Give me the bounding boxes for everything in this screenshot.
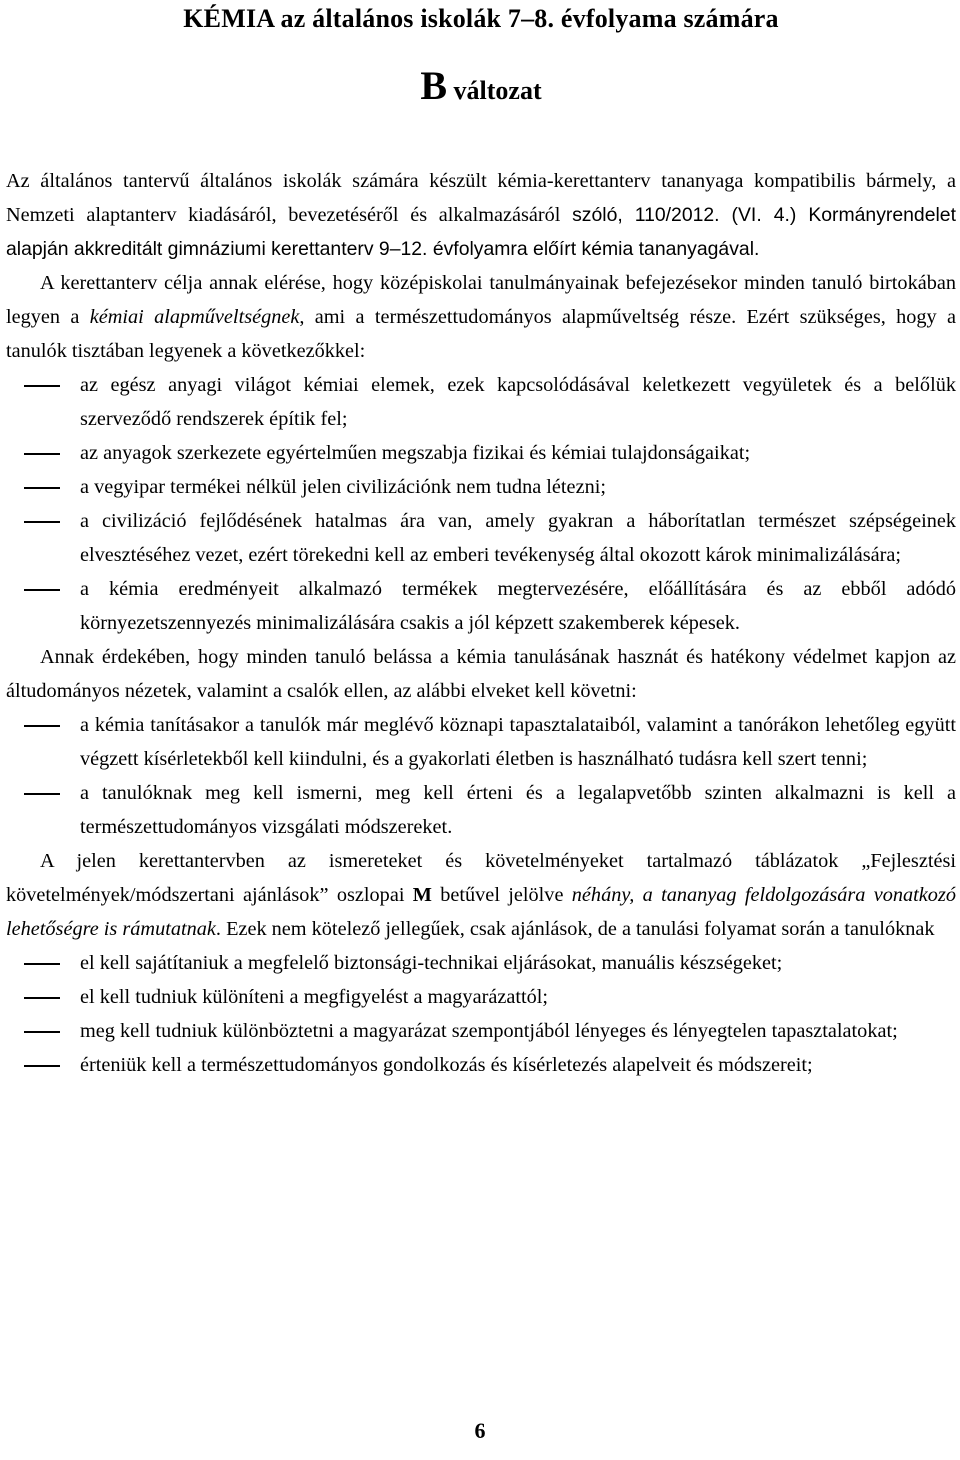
list-item bbox=[6, 470, 956, 504]
intro-text: Az általános tantervű általános iskolák számára készült kémia-kerettanterv tananyaga kompatibilis bármely, a Nemzeti alaptanterv kiadásáról, bevezetéséről és alkalmazásáról bbox=[6, 170, 956, 226]
goal-text-3: Ezért szükséges, hogy a tanulók tisztában legyenek a következőkkel: bbox=[6, 306, 956, 362]
list-item bbox=[6, 776, 956, 844]
list-item bbox=[6, 504, 956, 572]
dash-bullet bbox=[24, 1031, 60, 1033]
list-item-text: érteniük kell a természettudományos gondolkozás és kísérletezés alapelveit és módszereit; bbox=[80, 1054, 813, 1076]
principles-paragraph: Annak érdekében, hogy minden tanuló belássa a kémia tanulásának hasznát és hatékony védelmet kapjon az áltudományos nézetek, valamint a csalók ellen, az alábbi elveket kell követni: bbox=[6, 646, 956, 702]
list-item-text: el kell tudniuk különíteni a megfigyelést a magyarázattól; bbox=[80, 986, 549, 1008]
recommendations-bold: M bbox=[412, 884, 432, 906]
recommendations-paragraph bbox=[6, 844, 956, 946]
list-item-text: meg kell tudniuk különböztetni a magyarázat szempontjából lényeges és lényegtelen tapasztalatokat; bbox=[80, 1020, 898, 1042]
dash-bullet bbox=[24, 725, 60, 727]
principles-list bbox=[6, 708, 956, 844]
intro-text-sans: szóló, 110/2012. (VI. 4.) Kormányrendelet alapján akkreditált gimnáziumi kerettanterv 9–12. évfolyamra előírt kémia tananyagával. bbox=[6, 204, 956, 260]
page-number: 6 bbox=[474, 1418, 486, 1443]
dash-bullet bbox=[24, 793, 60, 795]
list-item bbox=[6, 1014, 956, 1048]
list-item bbox=[6, 572, 956, 640]
goal-text: A kerettanterv célja annak elérése, hogy középiskolai tanulmányainak befejezésekor minden tanuló birtokában legyen a bbox=[6, 272, 956, 328]
list-item-text: a tanulóknak meg kell ismerni, meg kell érteni és a legalapvetőbb szinten alkalmazni is kell a természettudományos vizsgálati módszereket. bbox=[80, 782, 956, 838]
list-item bbox=[6, 980, 956, 1014]
list-item bbox=[6, 1048, 956, 1082]
list-item-text: a kémia eredményeit alkalmazó termékek megtervezésére, előállítására és az ebből adódó környezetszennyezés minimalizálására csakis a jól képzett szakemberek képesek. bbox=[80, 578, 956, 634]
list-item-text: az anyagok szerkezete egyértelműen megszabja fizikai és kémiai tulajdonságaikat; bbox=[80, 442, 751, 464]
dash-bullet bbox=[24, 1065, 60, 1067]
list-item bbox=[6, 368, 956, 436]
dash-bullet bbox=[24, 589, 60, 591]
list-item bbox=[6, 436, 956, 470]
recommendations-text-3: . Ezek nem kötelező jellegűek, csak ajánlások, de a tanulási folyamat során a tanulóknak bbox=[215, 918, 935, 940]
dash-bullet bbox=[24, 963, 60, 965]
document-title: KÉMIA az általános iskolák 7–8. évfolyama számára bbox=[183, 4, 779, 33]
document-body bbox=[6, 164, 956, 1082]
list-item bbox=[6, 708, 956, 776]
dash-bullet bbox=[24, 453, 60, 455]
recommendations-text-2: betűvel jelölve bbox=[431, 884, 572, 906]
goal-italic: kémiai alapműveltségnek bbox=[89, 306, 300, 328]
list-item-text: a vegyipar termékei nélkül jelen civilizációnk nem tudna létezni; bbox=[80, 476, 606, 498]
subtitle-letter: B bbox=[420, 63, 448, 108]
dash-bullet bbox=[24, 385, 60, 387]
list-item bbox=[6, 946, 956, 980]
subtitle-text: változat bbox=[453, 76, 542, 105]
skills-list bbox=[6, 946, 956, 1082]
list-item-text: a kémia tanításakor a tanulók már meglévő köznapi tapasztalataiból, valamint a tanórákon lehetőleg együtt végzett kísérletekből kell kiindulni, és a gyakorlati életben is használható tudásra kell szert tenni; bbox=[80, 714, 956, 770]
list-item-text: a civilizáció fejlődésének hatalmas ára van, amely gyakran a háborítatlan természet szépségeinek elvesztéséhez vezet, ezért törekedni kell az emberi tevékenység által okozott károk minimalizálására; bbox=[80, 510, 956, 566]
goal-text-2: , ami a természettudományos alapműveltség része. bbox=[299, 306, 737, 328]
intro-paragraph bbox=[6, 164, 956, 266]
knowledge-list bbox=[6, 368, 956, 640]
dash-bullet bbox=[24, 997, 60, 999]
list-item-text: el kell sajátítaniuk a megfelelő biztonsági-technikai eljárásokat, manuális készségeket; bbox=[80, 952, 783, 974]
list-item-text: az egész anyagi világot kémiai elemek, ezek kapcsolódásával keletkezett vegyületek és a belőlük szerveződő rendszerek építik fel; bbox=[80, 374, 956, 430]
document-subtitle bbox=[6, 64, 956, 113]
dash-bullet bbox=[24, 521, 60, 523]
recommendations-text: A jelen kerettantervben az ismereteket és követelményeket tartalmazó táblázatok „Fejlesztési követelmények/módszertani ajánlások” oszlopai bbox=[6, 850, 956, 906]
dash-bullet bbox=[24, 487, 60, 489]
goal-paragraph bbox=[6, 266, 956, 368]
recommendations-italic: néhány, a tananyag feldolgozására vonatkozó lehetőségre is rámutatnak bbox=[6, 884, 956, 940]
